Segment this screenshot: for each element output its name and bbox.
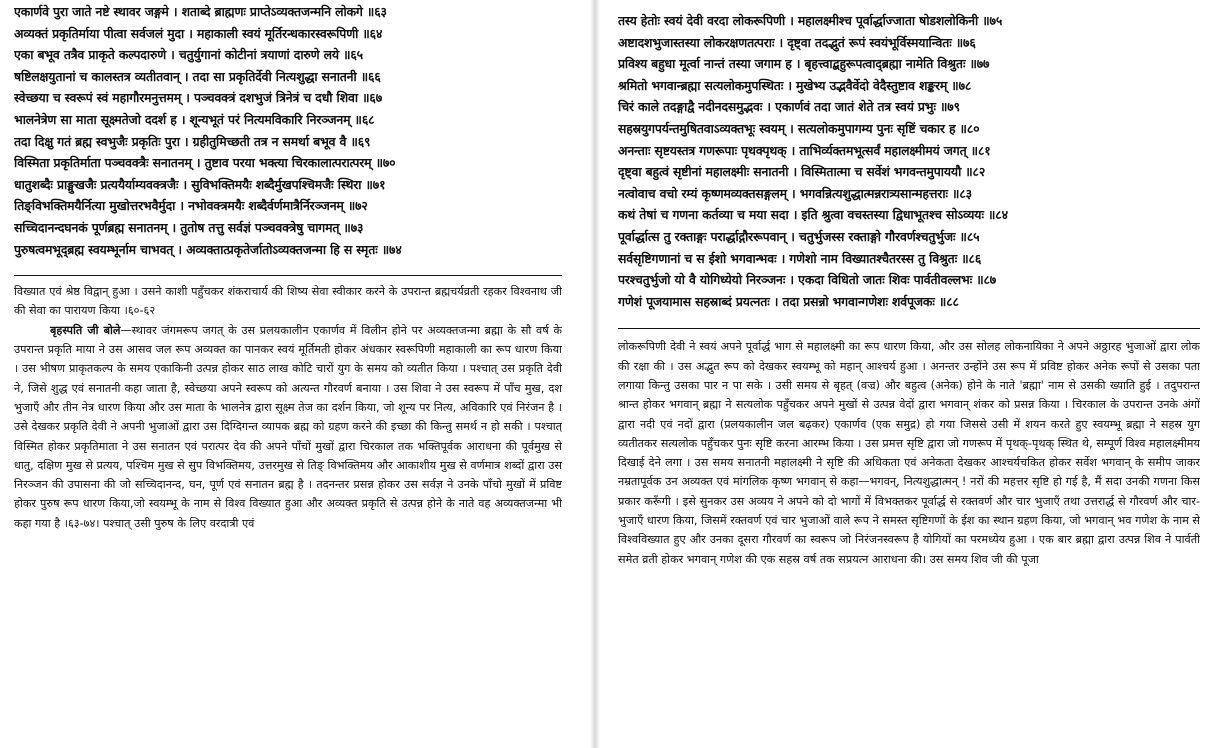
verse-line: षष्टिलक्षयुतानां च कालस्तत्र व्यतीतवान् । तदा सा प्रकृतिर्देवी नित्यशुद्धा सनातनी ॥६६ — [14, 68, 381, 84]
translation-paragraph: विख्यात एवं श्रेष्ठ विद्वान् हुआ । उसने काशी पहुँचकर शंकराचार्य की शिष्य सेवा स्वीकार करने के उपरान्त ब्रह्मचर्यव्रती रहकर विश्वनाथ जी की सेवा का पारायण किया ।६०-६२ — [14, 285, 562, 318]
book-gutter — [590, 0, 600, 748]
verse-line: तस्य हेतोः स्वयं देवी वरदा लोकरूपिणी । महालक्ष्मीश्च पूर्वार्द्धाज्जाता षोडशलोकिनी ॥७५ — [618, 13, 1003, 28]
verse-line: विस्मिता प्रकृतिर्माता पञ्चवक्त्रैः सनातनम् । तुष्टाव परया भक्त्या चिरकालात्परात्परम् ॥७० — [14, 155, 396, 171]
verse-line: गणेशं पूजयामास सहस्राब्दं प्रयत्नतः । तदा प्रसन्नो भगवान्गणेशः शर्वपूजकः ॥८८ — [618, 293, 959, 309]
verse-line: चिरं काले तदङ्गाद्वै नदीनदसमुद्भवः । एकार्णवं तदा जातं शेते तत्र स्वयं प्रभुः ॥७९ — [618, 99, 960, 115]
verse-line: भालनेत्रेण सा माता सूक्ष्मतेजो ददर्श ह । शून्यभूतं परं नित्यमविकारि निरञ्जनम् ॥६८ — [14, 111, 375, 127]
left-page — [14, 0, 562, 748]
verse-line: कथं तेषां च गणना कर्तव्या च मया सदा । इति श्रुत्वा वचस्तस्या द्विधाभूतश्च सोऽव्ययः ॥८४ — [618, 207, 1008, 223]
verse-line: सच्चिदानन्दघनकं पूर्णब्रह्म सनातनम् । तुतोष तत्तु सर्वज्ञं पञ्चवक्त्रेषु चागमत् ॥७३ — [14, 219, 364, 235]
verse-line: एका बभूव तत्रैव प्राकृते कल्पदारुणे । चतुर्युगानां कोटीनां त्रयाणां दारुणे लये ॥६५ — [14, 47, 363, 63]
verse-line: श्रमितो भगवान्ब्रह्मा सत्यलोकमुपस्थितः । मुखेभ्य उद्भवैर्वेदो वेदैस्तुष्टाव शङ्करम् ॥७८ — [618, 77, 972, 93]
section-divider — [618, 328, 1200, 329]
verse-line: दृष्ट्वा बहुत्वं सृष्टीनां महालक्ष्मीः सनातनी । विस्मितात्मा च सर्वेशं भगवन्तमुपाययौ ॥८२ — [618, 164, 986, 180]
verse-line: अष्टादशभुजास्तस्या लोकरक्षणतत्पराः । दृष्ट्वा तदद्भुतं रूपं स्वयंभूर्विस्मयान्वितः ॥७६ — [618, 34, 976, 50]
verse-line: अव्यक्तं प्रकृतिर्माया पीत्वा सर्वजलं मुदा । महाकाली स्वयं मूर्तिरन्धकारस्वरूपिणी ॥६४ — [14, 25, 383, 41]
translation-paragraph — [14, 321, 562, 533]
right-page — [618, 0, 1200, 748]
verse-line: पुरुषत्वमभूद्ब्रह्म स्वयम्भूर्नाम चाभवत् । अव्यक्तात्प्रकृतेर्जातोऽव्यक्तजन्मा हि स स्मृतः ॥७४ — [14, 241, 402, 257]
verse-line: नत्वोवाच वचो रम्यं कृष्णमव्यक्तसङ्गलम् । भगवन्नित्यशुद्धात्मन्नरात्र्यसान्महत्तराः ॥८३ — [618, 185, 972, 201]
verse-line: प्रविश्य बहुधा मूर्त्वा नान्तं तस्या जगाम ह । बृहत्त्वाद्बहुरूपत्वाद्ब्रह्मा नामेति विश्रुतः ॥७७ — [618, 56, 990, 72]
left-verse-block — [14, 1, 562, 260]
verse-line: अनन्ताः सृष्टयस्तत्र गणरूपाः पृथक्पृथक् । ताभिर्व्यक्तमभूत्सर्वं महालक्ष्मीमयं जगत् ॥८१ — [618, 142, 991, 158]
verse-line: परश्चतुर्भुजो यो वै योगिध्येयो निरञ्जनः । एकदा विधितो जातः शिवः पार्वतीवल्लभः ॥८७ — [618, 272, 997, 288]
right-verse-block — [618, 10, 1200, 312]
verse-line: एकार्णवे पुरा जाते नष्टे स्थावर जङ्गमे । शताब्दे ब्राह्मणः प्राप्तेऽव्यक्तजन्मनि लोकगे ॥६३ — [14, 4, 387, 19]
speaker-heading: बृहस्पति जी बोले — [50, 323, 121, 337]
translation-text: —स्थावर जंगमरूप जगत् के उस प्रलयकालीन एकार्णव में विलीन होने पर अव्यक्तजन्मा ब्रह्मा के सौ वर्ष के उपरान्त प्रकृति माया ने उस आसव जल रूप अव्यक्त का पानकर स्वयं मूर्तिमती होकर अंधकार स्वरूपिणी महाकाली का रूप धारण किया । उस भीषण प्राकृतकल्प के समय एकाकिनी उत्पन्न होकर साठ लाख कोटि चारों युग के समय को व्यतीत किया । पश्चात् उस प्रकृति देवी ने, जिसे शुद्ध एवं सनातनी कहा जाता है, स्वेच्छया अपने स्वरूप को अत्यन्त गौरवर्ण बनाया । उस शिवा ने उस स्वरूप में पाँच मुख, दश भुजाएँ और तीन नेत्र धारण किया और उस माता के भालनेत्र द्वारा सूक्ष्म तेज का दर्शन किया, जो शून्य पर नित्य, अविकारि एवं निरंजन है । उसे देखकर प्रकृति देवी ने अपनी भुजाओं द्वारा उस दिग्दिगन्त व्यापक ब्रह्म को ग्रहण करने की इच्छा की किन्तु समर्थ न हो सकी । पश्चात् विस्मित होकर प्रकृतिमाता ने उस सनातन एवं परात्पर देव की अपने पाँचों मुखों द्वारा चिरकाल तक भक्तिपूर्वक आराधना की पूर्वमुख से धातु, दक्षिण मुख से प्रत्यय, पश्चिम मुख से सुप विभक्तिमय, उत्तरमुख से तिङ् विभक्तिमय और आकाशीय मुख से वर्णमात्र शब्दों द्वारा उस निरञ्जन की उपासना की जो सच्चिदानन्द, घन, पूर्ण एवं सनातन ब्रह्म है । तदनन्तर प्रसन्न होकर उस सर्वज्ञ ने उनके पाँचो मुखों में प्रविष्ट होकर पुरुष रूप धारण किया,जो स्वयम्भू के नाम से विश्व विख्यात हुआ और अव्यक्त प्रकृति से उत्पन्न होने के नाते वह अव्यक्तजन्मा भी कहा गया है ।६३-७४। पश्चात् उसी पुरुष के लिए वरदात्री एवं — [14, 323, 562, 530]
verse-line: सहस्रयुगपर्यन्तमुषितवाऽव्यक्तभूः स्वयम् । सत्यलोकमुपागम्य पुनः सृष्टिं चकार ह ॥८० — [618, 120, 980, 136]
verse-line: पूर्वार्द्धात्स तु रक्ताङ्गः परार्द्धाद्गौररूपवान् । चतुर्भुजस्स रक्ताङ्गो गौरवर्णश्चतुर्भुजः ॥८५ — [618, 228, 980, 244]
section-divider — [14, 275, 562, 276]
verse-line: स्वेच्छया च स्वरूपं स्वं महागौरमनुत्तमम् । पञ्चवक्त्रं दशभुजं त्रिनेत्रं च दधौ शिवा ॥६७ — [14, 90, 382, 106]
verse-line: तदा दिक्षु गतं ब्रह्म स्वभुजैः प्रकृतिः पुरा । ग्रहीतुमिच्छती तत्र न समर्था बभूव वै ॥६९ — [14, 133, 371, 149]
verse-line: तिङ्विभक्तिमयैर्नित्या मुखोत्तरभवैर्मुदा । नभोवक्त्रमयैः शब्दैर्वर्णमात्रैर्निरञ्जनम् ॥७२ — [14, 198, 368, 214]
verse-line: धातुशब्दैः प्राङ्मुखजैः प्रत्ययैर्याम्यवक्त्रजैः । सुविभक्तिमयैः शब्दैर्मुखपश्चिमजैः स्थिरा ॥७१ — [14, 176, 386, 192]
translation-paragraph: लोकरूपिणी देवी ने स्वयं अपने पूर्वार्द्ध भाग से महालक्ष्मी का रूप धारण किया, और उस सोलह लोकनायिका ने अपने अठ्ठारह भुजाओं द्वारा लोक की रक्षा की । उस अद्भुत रूप को देखकर स्वयम्भू को महान् आश्चर्य हुआ । अनन्तर उन्होंने उस रूप में प्रविष्ट होकर अनेक रूपों से उसका पता लगाया किन्तु उसका पार न पा सके । उसी समय से बृहत् (वज्र) और बहुत्व (अनेक) होने के नाते 'ब्रह्मा' नाम से उसकी ख्याति हुई । तदुपरान्त श्रान्त होकर भगवान् ब्रह्मा ने सत्यलोक पहुँचकर अपने मुखों से उत्पन्न वेदों द्वारा भगवान् शंकर को प्रसन्न किया । चिरकाल के उपरान्त उनके अंगों द्वारा नदी एवं नदों द्वारा (प्रलयकालीन जल बढ़कर) एकार्णव (एक समुद्र) हो गया जिससे उसी में शयन करते हुए स्वयम्भू ब्रह्मा ने सहस्र युग व्यतीतकर सत्यलोक पहुँचकर पुनः सृष्टि करना आरम्भ किया । उस प्रमत्त सृष्टि द्वारा जो गणरूप में पृथक्-पृथक् स्थित थे, सम्पूर्ण विश्व महालक्ष्मीमय दिखाई देने लगा । उस समय सनातनी महालक्ष्मी ने सृष्टि की अधिकता एवं अनेकता देखकर आश्चर्यचकित होकर सर्वेश भगवान् के समीप जाकर नम्रतापूर्वक उन अव्यक्त एवं मांगलिक कृष्ण भगवान् से कहा—भगवन्, नित्यशुद्धात्मन् ! नरों की महत्तर सृष्टि हो गई है, मैं सदा उनकी गणना किस प्रकार करूँगी । इसे सुनकर उस अव्यय ने अपने को दो भागों में विभक्तकर पूर्वार्द्ध से रक्तवर्ण और चार भुजाएँ तथा उत्तरार्द्ध से गौरवर्ण और चार-भुजाएँ धारण किया, जिसमें रक्तवर्ण एवं चार भुजाओं वाले रूप ने समस्त सृष्टिगणों के ईश का स्थान ग्रहण किया, जो भगवान् भव गणेश के नाम से विश्वविख्यात हुए और उनका दूसरा गौरवर्ण का स्वरूप जो निरंजनस्वरूप है योगियों का परमध्येय हुआ । एक बार ब्रह्मा द्वारा उत्पन्न शिव ने पार्वती समेत व्रती होकर भगवान् गणेश की एक सहस्र वर्ष तक सप्रयत्न आराधना की। उस समय शिव जी की पूजा — [618, 340, 1200, 566]
verse-line: सर्वसृष्टिगणानां च स ईशो भगवान्भवः । गणेशो नाम विख्यातश्चैतरस्स तु विश्रुतः ॥८६ — [618, 250, 982, 266]
